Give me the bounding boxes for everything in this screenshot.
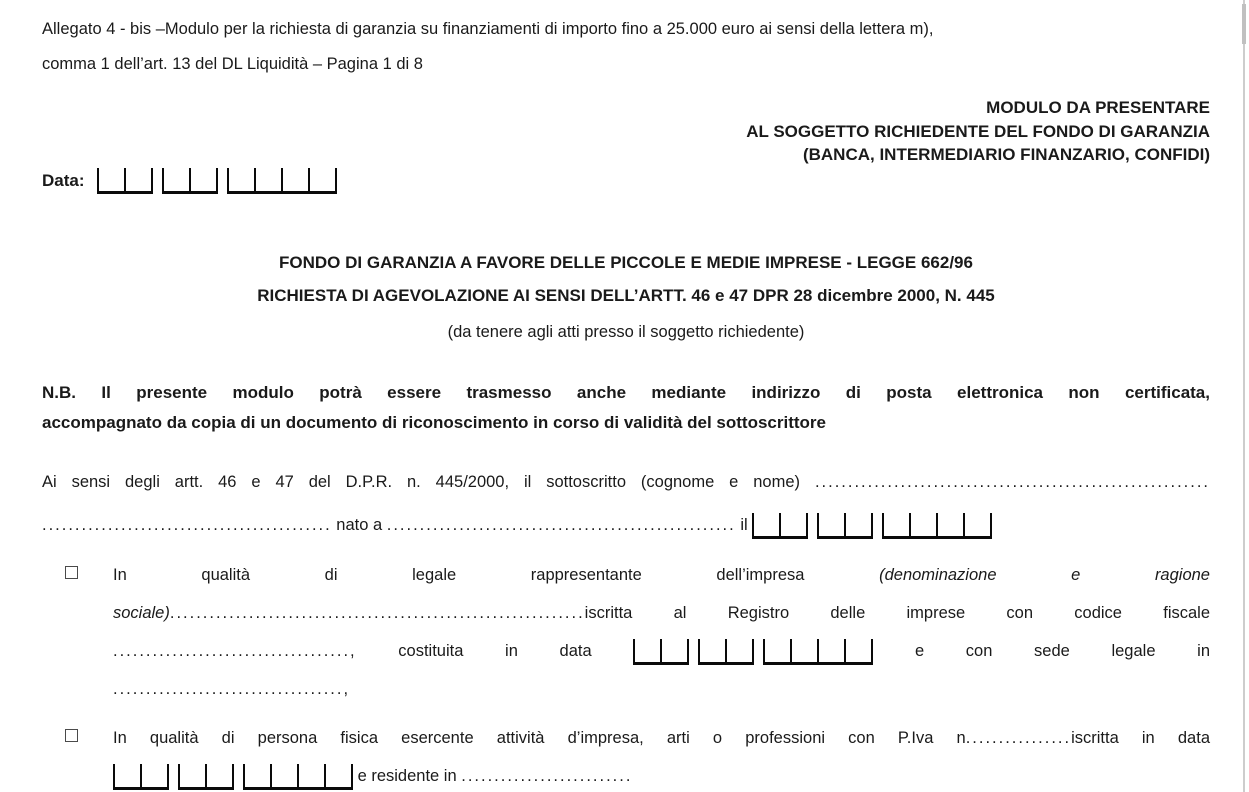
declaration-line-1: [42, 461, 1210, 504]
bullet2-text: In qualità di persona fisica esercente attività d’impresa, arti o professioni con P.Iva n: [113, 729, 966, 747]
comb-cell[interactable]: [124, 168, 153, 191]
comb-cell[interactable]: [97, 168, 124, 191]
bullet1-line-4: [113, 670, 1210, 708]
comb-cell[interactable]: [698, 639, 725, 662]
comb-cell[interactable]: [270, 764, 297, 787]
piva-dotted-field[interactable]: ................: [965, 729, 1072, 747]
header-line-1: Allegato 4 - bis –Modulo per la richiesta di garanzia su finanziamenti di importo fino a 25.000 euro ai sensi della lettera m),: [42, 20, 934, 38]
comb-cell[interactable]: [254, 168, 281, 191]
option-legale-rappresentante-text: [113, 556, 1210, 708]
presenter-line-3: (BANCA, INTERMEDIARIO FINANZARIO, CONFIDI): [802, 145, 1210, 164]
nb-paragraph: [42, 378, 1210, 437]
option-persona-fisica: [65, 719, 1210, 792]
presenter-block: [42, 96, 1210, 167]
comb-group: [633, 639, 689, 665]
document-header: [42, 12, 1212, 82]
declaration-line-2: [42, 504, 1210, 547]
bullet1-text: In qualità di legale rappresentante dell’impresa: [113, 566, 805, 584]
comb-cell[interactable]: [725, 639, 754, 662]
denominazione-dotted-field[interactable]: ...............................................................: [169, 604, 585, 622]
bullet1-line-3: [113, 632, 1210, 670]
comb-cell[interactable]: [140, 764, 169, 787]
nb-line-2: accompagnato da copia di un documento di riconoscimento in corso di validità del sottoscrittore: [42, 412, 827, 432]
comb-cell[interactable]: [936, 513, 963, 536]
comb-group: [243, 764, 353, 790]
bullet2-line-1: [113, 719, 1210, 757]
checkbox-legale-rappresentante[interactable]: [65, 566, 78, 579]
title-block: [42, 246, 1210, 349]
residente-label: e residente in: [353, 767, 462, 785]
page-edge-line: [1243, 0, 1245, 792]
comb-cell[interactable]: [660, 639, 689, 662]
bullet1-text-2: iscritta al Registro delle imprese con codice fiscale: [584, 604, 1210, 622]
comb-group: [97, 168, 153, 194]
nato-a-label: nato a: [331, 516, 387, 534]
scrollbar-thumb[interactable]: [1242, 4, 1246, 44]
comb-cell[interactable]: [909, 513, 936, 536]
declaration-text: Ai sensi degli artt. 46 e 47 del D.P.R. n. 445/2000, il sottoscritto (cognome e nome): [42, 473, 815, 491]
comb-group: [698, 639, 754, 665]
comb-cell[interactable]: [189, 168, 218, 191]
presenter-line-2: AL SOGGETTO RICHIEDENTE DEL FONDO DI GARANZIA: [746, 121, 1210, 141]
comb-group: [227, 168, 337, 194]
comb-group: [763, 639, 873, 665]
declaration-paragraph: [42, 461, 1210, 547]
comb-cell[interactable]: [633, 639, 660, 662]
comb-cell[interactable]: [882, 513, 909, 536]
option-persona-fisica-text: [113, 719, 1210, 792]
comb-cell[interactable]: [243, 764, 270, 787]
comb-cell[interactable]: [324, 764, 353, 787]
comb-cell[interactable]: [281, 168, 308, 191]
comb-cell[interactable]: [790, 639, 817, 662]
comb-cell[interactable]: [178, 764, 205, 787]
il-label: il: [735, 516, 753, 534]
bullet2-line-2: [113, 757, 1210, 792]
comb-group: [752, 513, 808, 539]
constitution-date-comb-field[interactable]: [633, 639, 873, 665]
header-line-2: comma 1 dell’art. 13 del DL Liquidità – Pagina 1 di 8: [42, 55, 423, 73]
option-legale-rappresentante: [65, 556, 1210, 708]
birth-date-comb-field[interactable]: [752, 513, 992, 539]
comb-cell[interactable]: [963, 513, 992, 536]
sede-legale-label: e con sede legale in: [914, 642, 1210, 660]
bullet1-italic-2: sociale): [113, 604, 170, 622]
comb-cell[interactable]: [779, 513, 808, 536]
comb-cell[interactable]: [817, 639, 844, 662]
bullet1-line-1: [113, 556, 1210, 594]
bullet2-text-2: iscritta in data: [1071, 729, 1210, 747]
title-sub: RICHIESTA DI AGEVOLAZIONE AI SENSI DELL’ARTT. 46 e 47 DPR 28 dicembre 2000, N. 445: [257, 286, 995, 305]
name-dotted-field[interactable]: ............................................................: [814, 473, 1210, 491]
date-row: [42, 168, 337, 194]
comb-cell[interactable]: [297, 764, 324, 787]
comb-cell[interactable]: [113, 764, 140, 787]
checkbox-persona-fisica[interactable]: [65, 729, 78, 742]
costituita-label: costituita in data: [398, 642, 592, 660]
comb-cell[interactable]: [162, 168, 189, 191]
name-dotted-field-2[interactable]: ............................................: [42, 516, 332, 534]
comb-cell[interactable]: [844, 513, 873, 536]
comb-cell[interactable]: [844, 639, 873, 662]
comb-cell[interactable]: [752, 513, 779, 536]
registration-date-comb-field[interactable]: [113, 764, 353, 790]
comb-cell[interactable]: [227, 168, 254, 191]
comb-cell[interactable]: [763, 639, 790, 662]
date-label: Data:: [42, 171, 85, 190]
codice-fiscale-dotted-field[interactable]: ....................................,: [113, 642, 357, 660]
comb-cell[interactable]: [817, 513, 844, 536]
comb-cell[interactable]: [308, 168, 337, 191]
bullet1-italic: (denominazione e ragione: [879, 566, 1210, 584]
comb-group: [817, 513, 873, 539]
title-main: FONDO DI GARANZIA A FAVORE DELLE PICCOLE E MEDIE IMPRESE - LEGGE 662/96: [279, 253, 973, 272]
residence-dotted-field[interactable]: ..........................: [461, 767, 633, 785]
title-note: (da tenere agli atti presso il soggetto richiedente): [447, 323, 805, 341]
date-comb-field[interactable]: [97, 168, 337, 194]
comb-group: [113, 764, 169, 790]
presenter-line-1: MODULO DA PRESENTARE: [986, 98, 1210, 117]
comb-group: [882, 513, 992, 539]
sede-legale-dotted-field[interactable]: ...................................,: [113, 680, 351, 698]
comb-group: [162, 168, 218, 194]
nb-line-1: N.B. Il presente modulo potrà essere trasmesso anche mediante indirizzo di posta elettronica non certificata,: [42, 383, 1210, 402]
comb-cell[interactable]: [205, 764, 234, 787]
bullet1-line-2: [113, 594, 1210, 632]
birthplace-dotted-field[interactable]: .....................................................: [386, 516, 736, 534]
comb-group: [178, 764, 234, 790]
